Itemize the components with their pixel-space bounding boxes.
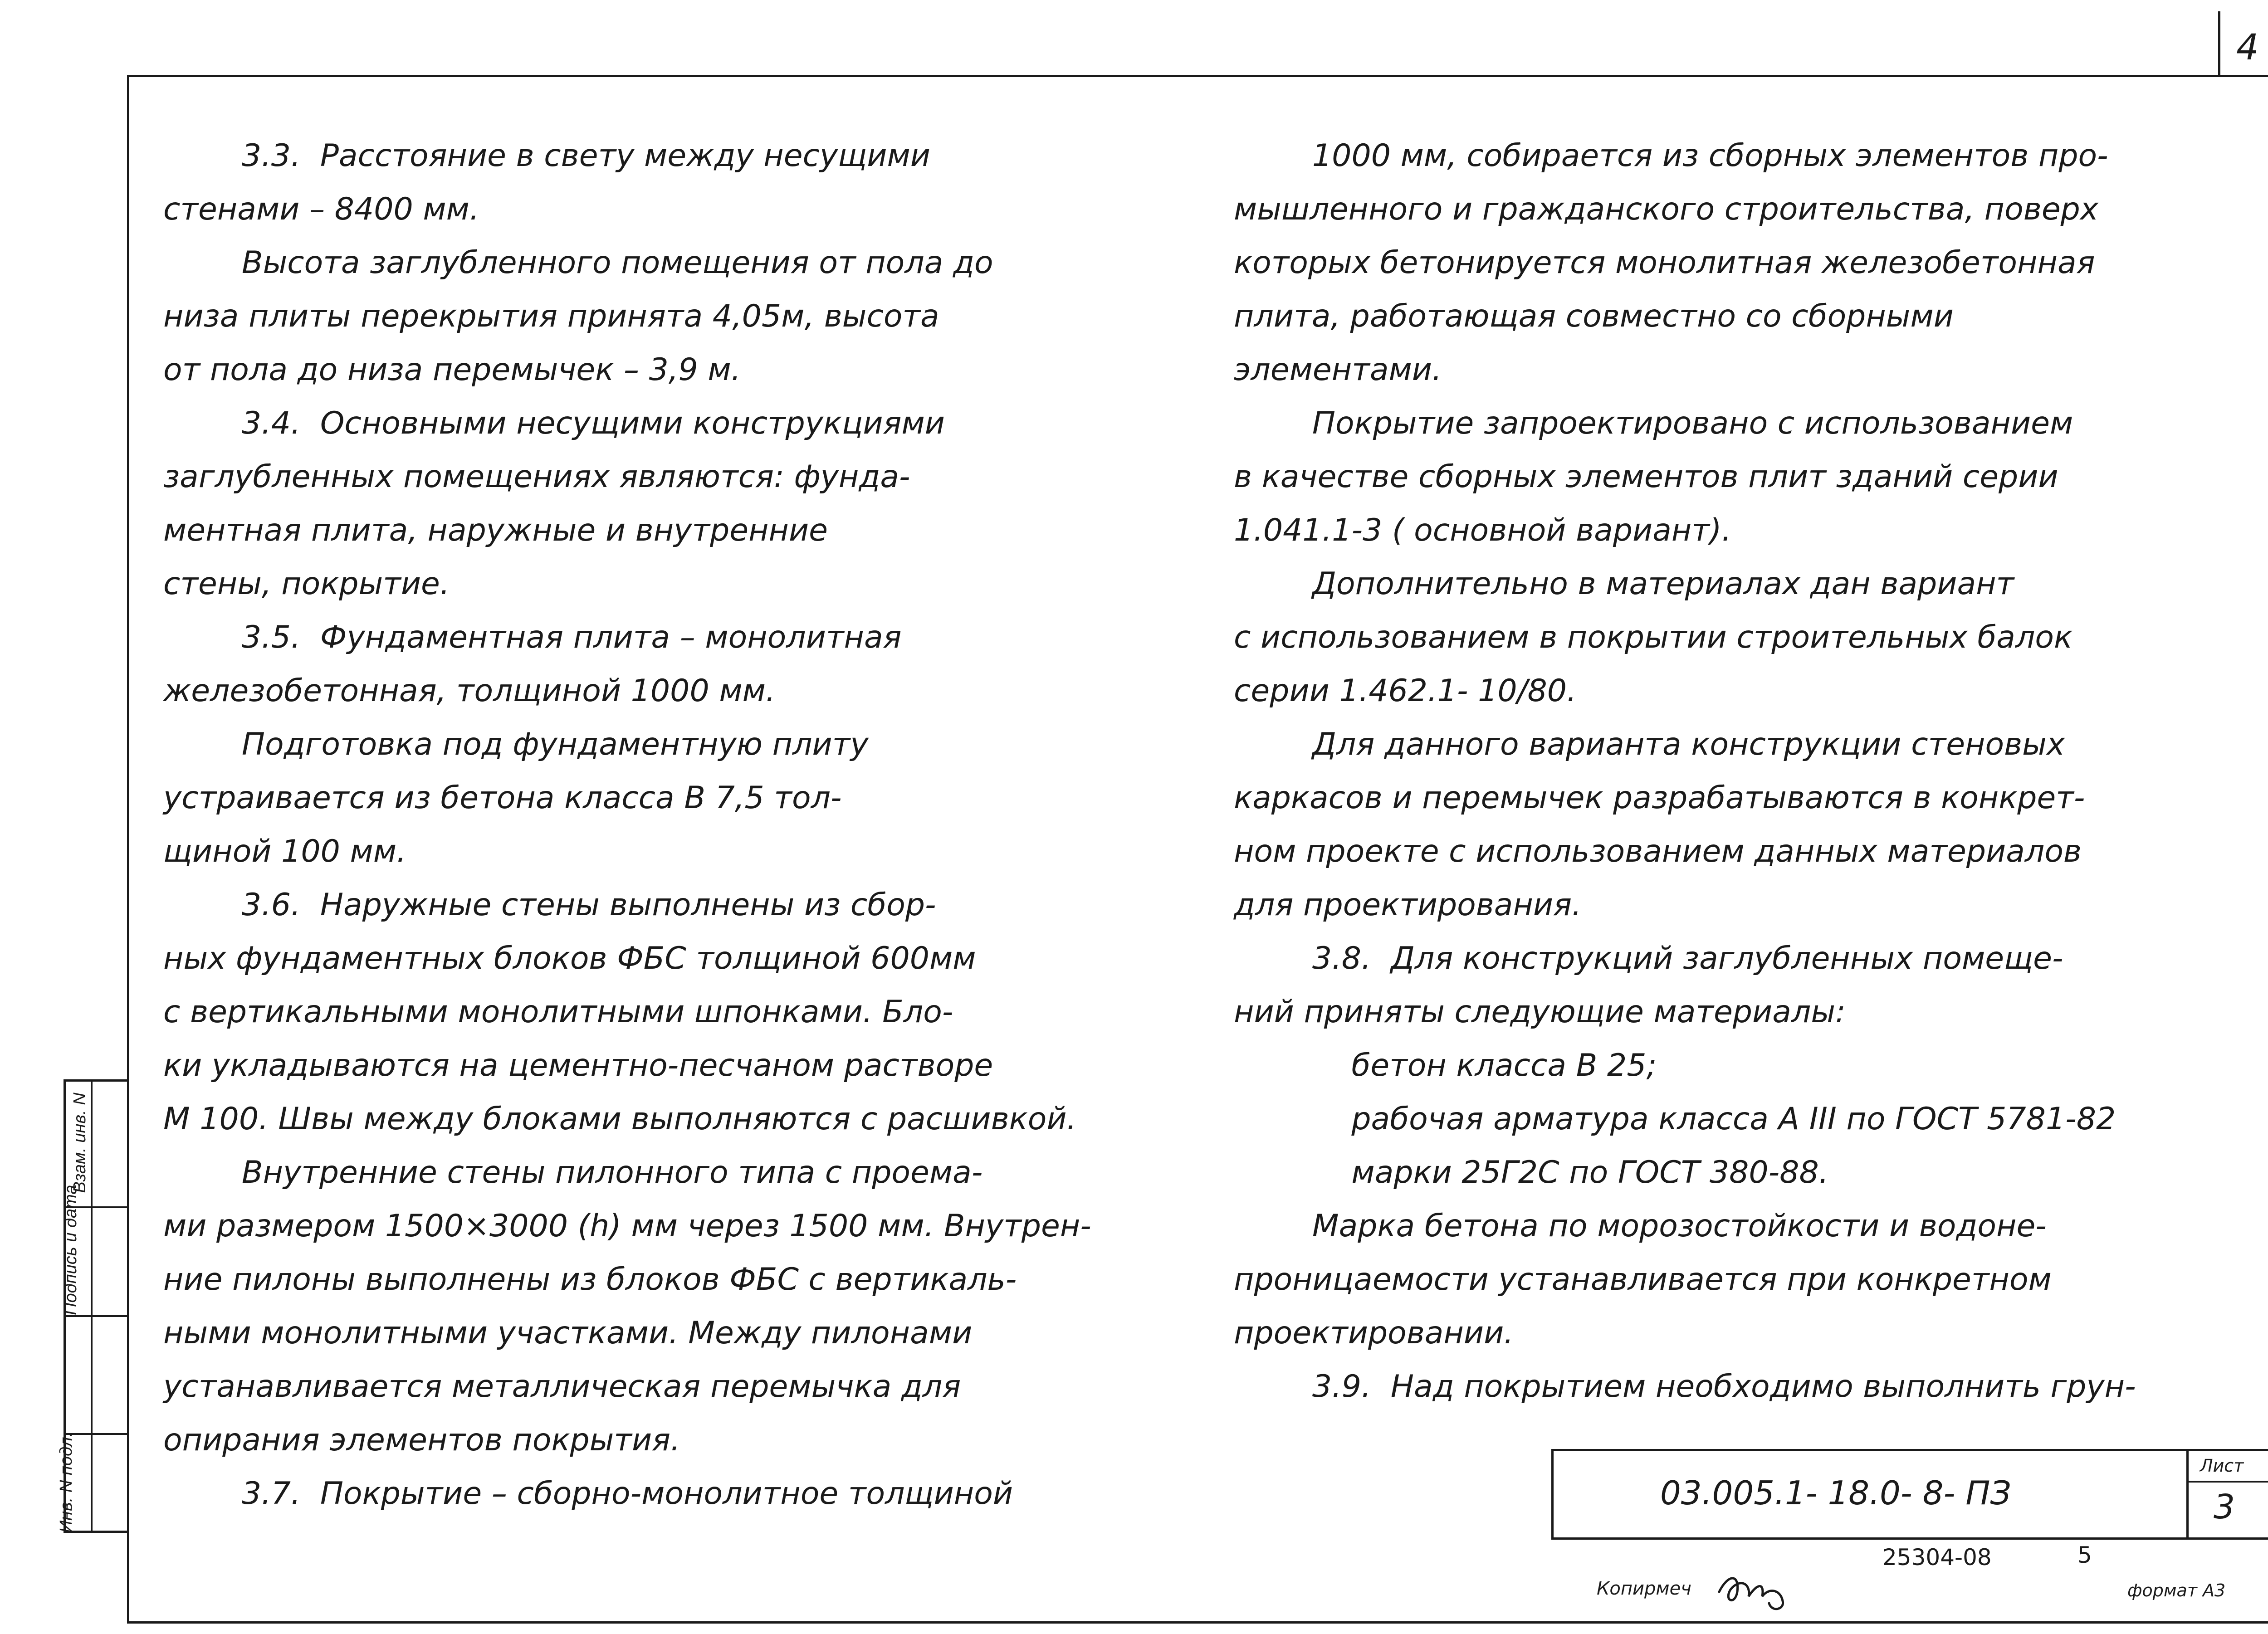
paragraph: Марка бетона по морозостойкости и водоне- проницаемости устанавливается при конкретном проектировании. [1234, 1208, 2052, 1351]
paragraph: Внутренние стены пилонного типа с проема- ми размером 1500×3000 (h) мм через 1500 мм. Внутрен- ние пилоны выполнены из блоков ФБС с вертикаль- ными монолитными участками. Между пилонами устанавливается металлическая перемычка для опирания элементов покрытия. [163, 1155, 1091, 1458]
side-stamp-cell-replacement: Взам. инв. N [70, 1093, 89, 1193]
archive-suffix: 5 [2077, 1542, 2092, 1568]
paragraph: 3.9. Над покрытием необходимо выполнить грун- [1234, 1369, 2136, 1405]
archive-number: 25304-08 [1882, 1544, 1992, 1571]
paragraph: Подготовка под фундаментную плиту устраивается из бетона класса В 7,5 тол- щиной 100 мм. [163, 727, 869, 869]
copied-by-label: Копирмеч [1597, 1578, 1691, 1599]
side-stamp-divider-2 [64, 1315, 129, 1317]
paragraph: 3.8. Для конструкций заглубленных помеще- ний приняты следующие материалы: бетон класса В 25; рабочая арматура класса А III по ГОСТ 5781-82 марки 25Г2С по ГОСТ 380-88. [1234, 941, 2116, 1190]
paragraph: Покрытие запроектировано с использованием в качестве сборных элементов плит зданий серии 1.041.1-3 ( основной вариант). [1234, 405, 2073, 548]
title-block-sheet-divider [2186, 1481, 2268, 1483]
right-text-column [1234, 129, 2245, 1414]
copier-signature [1715, 1565, 1796, 1614]
sheet-corner-number: 4 [2236, 27, 2259, 68]
paragraph: 3.5. Фундаментная плита – монолитная железобетонная, толщиной 1000 мм. [163, 619, 902, 709]
paragraph: 3.7. Покрытие – сборно-монолитное толщиной [163, 1476, 1013, 1512]
side-stamp-cell-inventory: Инв. N подл. [57, 1432, 76, 1533]
sheet-label: Лист [2200, 1456, 2244, 1476]
paragraph: Для данного варианта конструкции стеновых каркасов и перемычек разрабатываются в конкрет- ном проекте с использованием данных материалов для проектирования. [1234, 727, 2085, 923]
document-code: 03.005.1- 18.0- 8- ПЗ [1660, 1474, 2011, 1512]
left-text-column [163, 129, 1175, 1521]
paragraph: 3.4. Основными несущими конструкциями заглубленных помещениях являются: фунда- ментная плита, наружные и внутренние стены, покрытие. [163, 405, 945, 602]
paragraph: 3.3. Расстояние в свету между несущими стенами – 8400 мм. [163, 138, 930, 227]
top-border-line [2218, 11, 2220, 77]
sheet-number: 3 [2214, 1488, 2235, 1527]
paragraph: Дополнительно в материалах дан вариант с использованием в покрытии строительных балок серии 1.462.1- 10/80. [1234, 566, 2073, 709]
paragraph: Высота заглубленного помещения от пола до низа плиты перекрытия принята 4,05м, высота от пола до низа перемычек – 3,9 м. [163, 245, 993, 388]
title-block-divider [2186, 1449, 2189, 1540]
paragraph: 3.6. Наружные стены выполнены из сбор- ных фундаментных блоков ФБС толщиной 600мм с вертикальными монолитными шпонками. Бло- ки укладываются на цементно-песчаном растворе М 100. Швы между блоками выполняются с расшивкой. [163, 887, 1077, 1137]
side-stamp-cell-signature: Подпись и дата [61, 1185, 80, 1315]
paragraph: 1000 мм, собирается из сборных элементов про- мышленного и гражданского строительства, поверх которых бетонируется монолитная железобетонная плита, работающая совместно со сборными элементами. [1234, 138, 2108, 388]
format-label: формат А3 [2127, 1580, 2226, 1600]
